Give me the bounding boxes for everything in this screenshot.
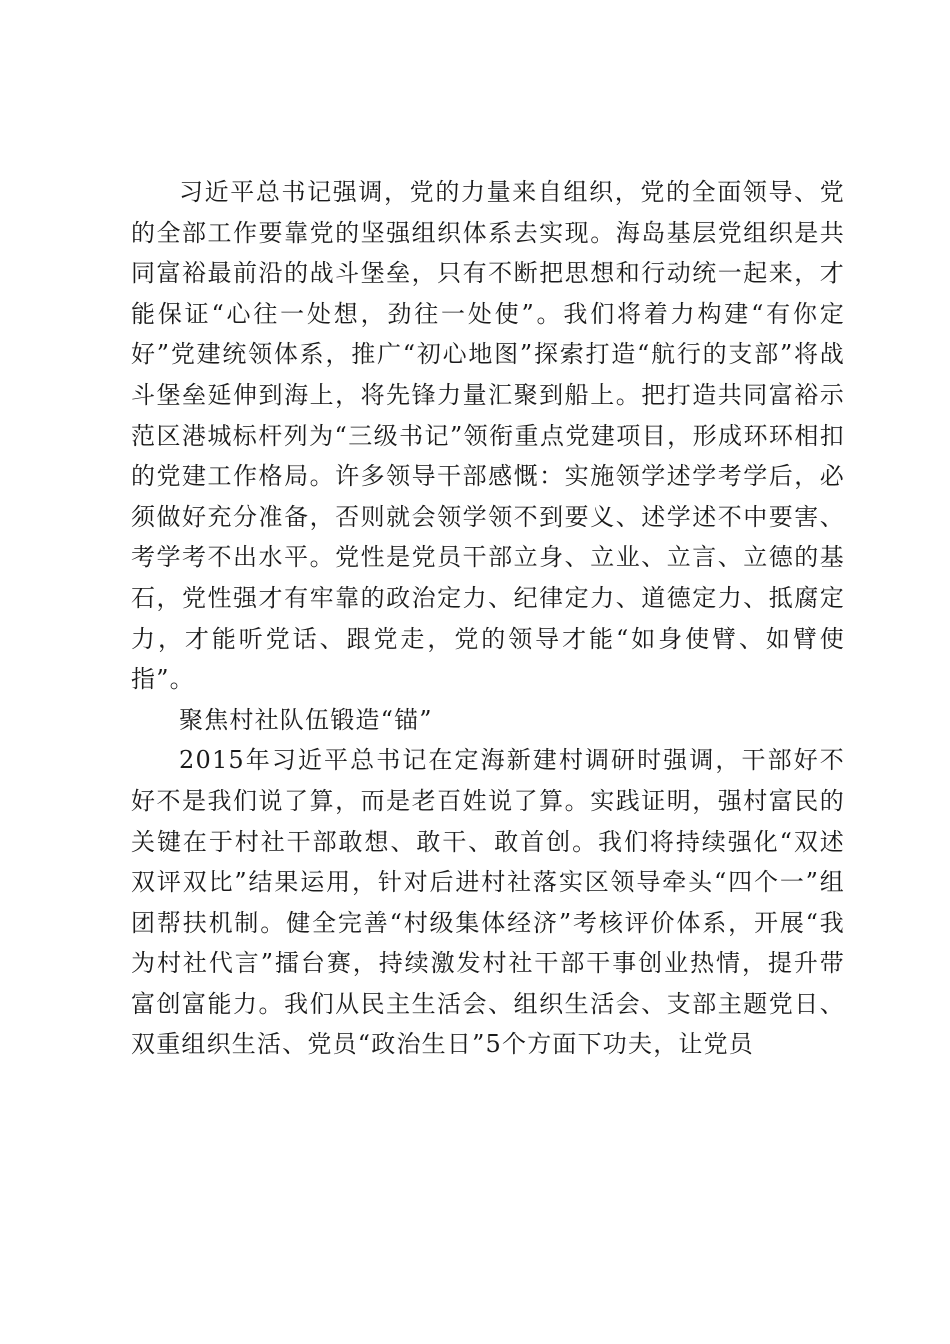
document-body — [131, 172, 845, 1065]
section-heading-village-cadres: 聚焦村社队伍锻造“锚” — [179, 705, 433, 734]
paragraph-party-organization: 习近平总书记强调，党的力量来自组织，党的全面领导、党的全部工作要靠党的坚强组织体系去实现。海岛基层党组织是共同富裕最前沿的战斗堡垒，只有不断把思想和行动统一起来，才能保证“心往一处想，劲往一处使”。我们将着力构建“有你定好”党建统领体系，推广“初心地图”探索打造“航行的支部”将战斗堡垒延伸到海上，将先锋力量汇聚到船上。把打造共同富裕示范区港城标杆列为“三级书记”领衔重点党建项目，形成环环相扣的党建工作格局。许多领导干部感慨：实施领学述学考学后，必须做好充分准备，否则就会领学领不到要义、述学述不中要害、考学考不出水平。党性是党员干部立身、立业、立言、立德的基石，党性强才有牢靠的政治定力、纪律定力、道德定力、抵腐定力，才能听党话、跟党走，党的领导才能“如身使臂、如臂使指”。 — [131, 178, 845, 694]
paragraph-village-cadres: 2015年习近平总书记在定海新建村调研时强调，干部好不好不是我们说了算，而是老百姓说了算。实践证明，强村富民的关键在于村社干部敢想、敢干、敢首创。我们将持续强化“双述双评双比”结果运用，针对后进村社落实区领导牵头“四个一”组团帮扶机制。健全完善“村级集体经济”考核评价体系，开展“我为村社代言”擂台赛，持续激发村社干部干事创业热情，提升带富创富能力。我们从民主生活会、组织生活会、支部主题党日、双重组织生活、党员“政治生日”5个方面下功夫，让党员 — [131, 746, 845, 1059]
